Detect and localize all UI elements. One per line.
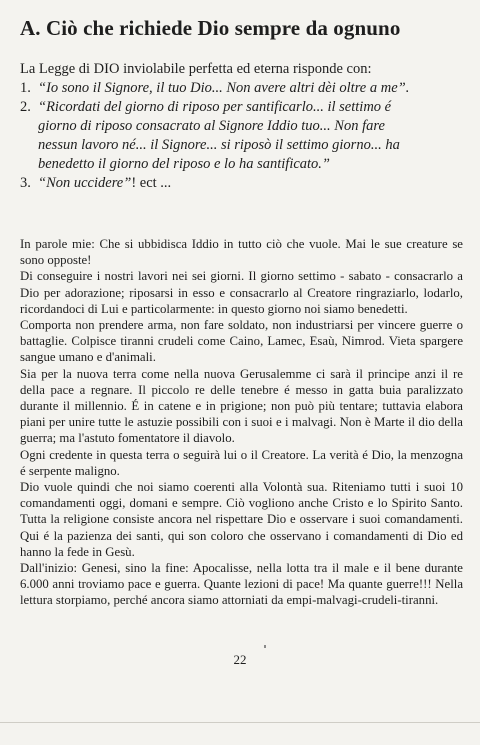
item-text-line: “Ricordati del giorno di riposo per santificarlo... il settimo é: [38, 99, 392, 115]
item-number: 3.: [20, 175, 31, 191]
paragraph: Comporta non prendere arma, non fare soldato, non industriarsi per vincere guerre o battaglie. Colpisce tiranni crudeli come Caino, Lamec, Esaù, Nimrod. Vieta spargere sangue umano e d'animali.: [20, 318, 463, 365]
item-quote: “Non uccidere”: [38, 175, 132, 191]
paragraph: Dall'inizio: Genesi, sino la fine: Apocalisse, nella lotta tra il male e il bene durante 6.000 anni troviamo pace e guerra. Quante lezioni di pace! Ma quante guerre!!! Nella lettura storpiamo, perché ancora siamo attorniati da empi-malvagi-crudeli-tiranni.: [20, 561, 463, 608]
paragraph: Ogni credente in questa terra o seguirà lui o il Creatore. La verità é Dio, la menzogna é serpente maligno.: [20, 447, 463, 478]
item-text-line: nessun lavoro né... il Signore... si riposò il settimo giorno... ha: [38, 137, 400, 153]
paragraph: Di conseguire i nostri lavori nei sei giorni. Il giorno settimo - sabato - consacrarlo a Dio per adorazione; riposarsi in esso e consacrarlo al Creatore ringraziarlo, lodarlo, ricordandoci di Lui e particolarmente: in questo giorno noi siamo benedetti.: [20, 269, 463, 316]
list-item: [20, 79, 470, 98]
item-number: 2.: [20, 99, 31, 115]
item-text-line: benedetto il giorno del riposo e lo ha santificato.”: [38, 156, 330, 172]
paragraph: Sia per la nuova terra come nella nuova Gerusalemme ci sarà il principe anzi il re della pace a regnare. Il piccolo re delle tenebre é messo in gatta buia paralizzato durante il millennio. É in catene e in prigione; non può più tentare; tuttavia elabora piani per unire tutte le astuzie possibili con i suoi e i malvagi. Non è Marte il dio della guerra; ma l'astuto fomentatore il diavolo.: [20, 366, 463, 446]
paragraph: In parole mie: Che si ubbidisca Iddio in tutto ciò che vuole. Mai le sue creature se sono opposte!: [20, 237, 463, 268]
list-item: [20, 98, 470, 174]
body-text: [20, 236, 463, 609]
item-text-line: giorno di riposo consacrato al Signore Iddio tuo... Non fare: [38, 118, 385, 134]
page-number: 22: [233, 652, 247, 667]
section-title: A. Ciò che richiede Dio sempre da ognuno: [20, 16, 401, 40]
scan-edge-line: [0, 722, 480, 723]
item-number: 1.: [20, 80, 31, 96]
intro-line: La Legge di DIO inviolabile perfetta ed eterna risponde con:: [20, 61, 372, 77]
commandments-list: [20, 79, 470, 193]
item-text-rest: ! ect ...: [131, 175, 172, 191]
list-item: [20, 174, 470, 193]
paragraph: Dio vuole quindi che noi siamo coerenti alla Volontà sua. Riteniamo tutti i suoi 10 comandamenti oggi, domani e sempre. Ciò vogliono anche Cristo e lo Spirito Santo. Tutta la religione consiste ancora nel rispettare Dio e osservare i suoi comandamenti. Qui é la pazienza dei santi, qui son coloro che osservano i comandamenti di Dio ed hanno la fede in Gesù.: [20, 480, 463, 559]
item-text-line: “Io sono il Signore, il tuo Dio... Non avere altri dèi oltre a me”.: [38, 80, 410, 96]
print-speck: [264, 645, 266, 648]
